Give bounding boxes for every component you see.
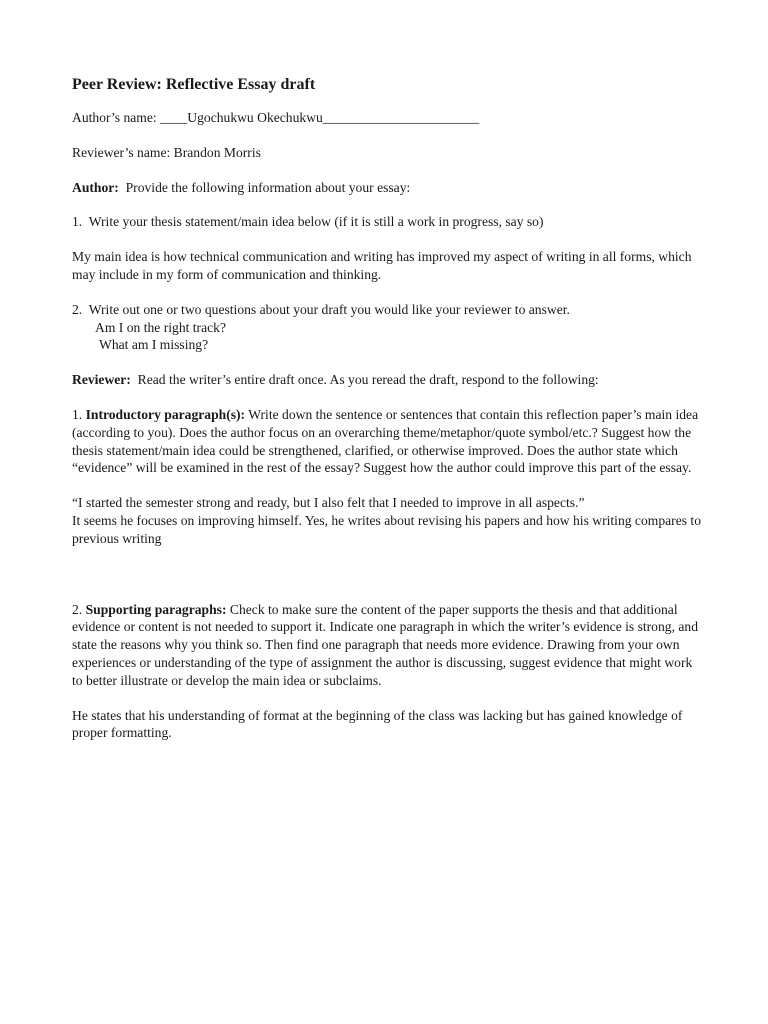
reviewer-question-1-text: Write down the sentence or sentences that contain this reflection paper’s main idea (according to you). Does the author focus on an overarching theme/metaphor/quote symbol/etc.? Suggest how the thesis statement/main idea could be strengthened, clarified, or otherwise improved. Does the author state which “evidence” will be examined in the rest of the essay? Suggest how the author could improve this part of the essay. xyxy=(72,406,699,476)
author-name-value: ____Ugochukwu Okechukwu_______________________ xyxy=(160,110,480,125)
author-section-intro xyxy=(72,179,702,197)
question-1: 1. Write your thesis statement/main idea below (if it is still a work in progress, say so) xyxy=(72,214,544,230)
author-section-instruction: Provide the following information about your essay: xyxy=(118,179,411,195)
question-2-answer-1: Am I on the right track? xyxy=(95,319,226,335)
reviewer-name-label: Reviewer’s name: xyxy=(72,144,174,160)
author-name-line xyxy=(72,109,702,127)
reviewer-question-1 xyxy=(72,406,702,477)
reviewer-answer-1-text: It seems he focuses on improving himself. Yes, he writes about revising his papers and how his writing compares to previous writing xyxy=(72,512,701,546)
question-2-answer-2: What am I missing? xyxy=(99,337,209,353)
author-section-heading: Author: xyxy=(72,179,119,195)
reviewer-name-value: Brandon Morris xyxy=(173,144,261,160)
reviewer-question-2-text: Check to make sure the content of the paper supports the thesis and that additional evidence or content is not needed to support it. Indicate one paragraph in which the writer’s evidence is strong, and state the reasons why you think so. Then find one paragraph that needs more evidence. Drawing from your own experiences or understanding of the type of assignment the author is discussing, suggest evidence that might work to better illustrate or develop the main idea or subclaims. xyxy=(72,601,698,688)
reviewer-question-1-heading: Introductory paragraph(s): xyxy=(85,406,246,422)
document-page xyxy=(72,75,702,742)
reviewer-section-instruction: Read the writer’s entire draft once. As you reread the draft, respond to the following: xyxy=(130,372,599,388)
reviewer-answer-1-quote: “I started the semester strong and ready, but I also felt that I needed to improve in all aspects.” xyxy=(72,495,585,511)
question-2: 2. Write out one or two questions about your draft you would like your reviewer to answer. xyxy=(72,301,570,317)
reviewer-answer-2: He states that his understanding of format at the beginning of the class was lacking but has gained knowledge of proper formatting. xyxy=(72,707,683,741)
reviewer-question-2-number: 2. xyxy=(72,601,86,617)
reviewer-question-2 xyxy=(72,601,702,690)
author-name-label: Author’s name: xyxy=(72,110,161,125)
reviewer-section-heading: Reviewer: xyxy=(72,372,131,388)
document-title: Peer Review: Reflective Essay draft xyxy=(72,76,316,93)
reviewer-question-1-number: 1. xyxy=(72,406,86,422)
reviewer-name-line xyxy=(72,144,702,162)
reviewer-question-2-heading: Supporting paragraphs: xyxy=(85,601,227,617)
reviewer-section-intro xyxy=(72,371,702,389)
answer-1: My main idea is how technical communication and writing has improved my aspect of writing in all forms, which may include in my form of communication and thinking. xyxy=(72,249,692,282)
